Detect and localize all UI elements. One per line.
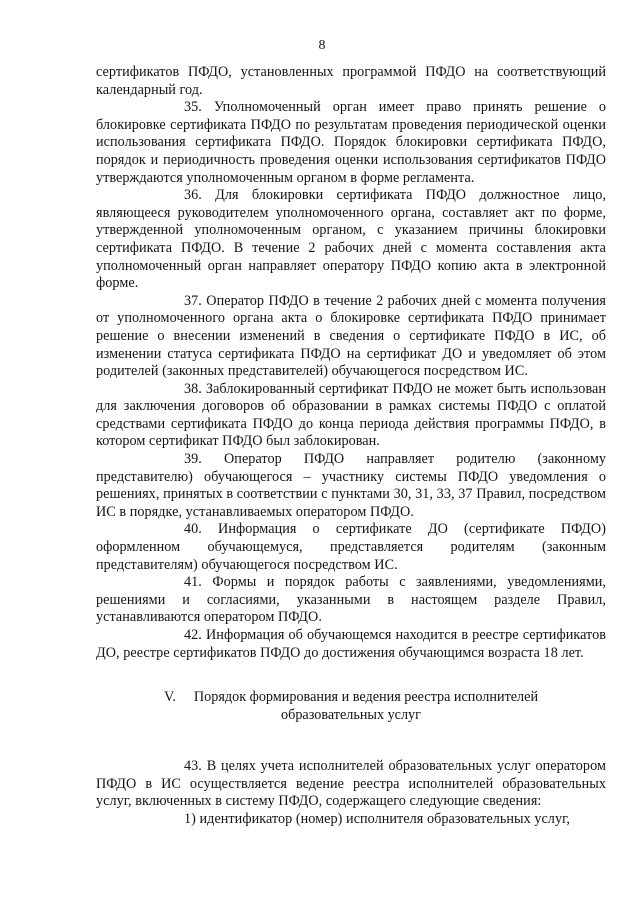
paragraph-text: сертификатов ПФДО, установленных программой ПФДО на соответствующий календарный год. <box>96 64 606 98</box>
section-number: V. <box>163 689 176 706</box>
paragraph-text: Заблокированный сертификат ПФДО не может быть использован для заключения договоров об образовании в рамках системы ПФДО с оплатой средствами сертификата ПФДО до конца периода действия программы ПФДО, в котором сертификат ПФДО был заблокирован. <box>96 380 606 450</box>
section-heading <box>96 688 606 724</box>
paragraph-number: 43. <box>184 758 202 775</box>
paragraph-number: 38. <box>184 380 202 397</box>
paragraph-text: В целях учета исполнителей образовательных услуг оператором ПФДО в ИС осуществляется ведение реестра исполнителей образовательных услуг, включенных в систему ПФДО, содержащего следующие сведения: <box>96 758 606 810</box>
paragraph-number: 39. <box>184 451 202 468</box>
paragraph <box>96 381 606 451</box>
paragraph-number: 41. <box>184 574 202 591</box>
paragraph <box>96 627 606 662</box>
paragraph-text: Формы и порядок работы с заявлениями, уведомлениями, решениями и согласиями, указанными в настоящем разделе Правил, устанавливаются оператором ПФДО. <box>96 574 606 626</box>
paragraph <box>96 758 606 811</box>
paragraph-number: 36. <box>184 187 202 204</box>
paragraph <box>96 293 606 381</box>
paragraph-number: 35. <box>184 99 202 116</box>
paragraph-text: Информация о сертификате ДО (сертификате ПФДО) оформленном обучающемуся, представляется родителям (законным представителям) обучающегося посредством ИС. <box>96 521 606 573</box>
section-title-line2: образовательных услуг <box>281 707 421 724</box>
paragraph-number: 37. <box>184 292 202 309</box>
page-number: 8 <box>318 38 326 53</box>
paragraph-number: 42. <box>184 627 202 643</box>
section-title-line1: Порядок формирования и ведения реестра исполнителей <box>193 689 539 706</box>
paragraph-text: идентификатор (номер) исполнителя образовательных услуг, <box>199 810 570 827</box>
paragraph-text: Информация об обучающемся находится в реестре сертификатов ДО, реестре сертификатов ПФДО до достижения обучающимся возраста 18 лет. <box>96 627 607 661</box>
paragraph-number: 1) <box>184 810 196 827</box>
paragraph-number: 40. <box>184 521 202 538</box>
paragraph <box>96 187 606 293</box>
paragraph <box>96 64 606 99</box>
paragraph-text: Для блокировки сертификата ПФДО должностное лицо, являющееся руководителем уполномоченного органа, составляет акт по форме, утвержденной уполномоченным органом, с указанием причины блокировки сертификата ПФДО. В течение 2 рабочих дней с момента составления акта уполномоченный орган направляет оператору ПФДО копию акта в электронной форме. <box>96 187 606 292</box>
paragraph <box>96 574 606 627</box>
paragraph <box>96 811 606 829</box>
paragraphs-block <box>96 64 606 662</box>
paragraph-text: Уполномоченный орган имеет право принять решение о блокировке сертификата ПФДО по результатам проведения периодической оценки использования сертификата ПФДО. Порядок блокировки сертификата ПФДО, порядок и периодичность проведения оценки использования сертификатов ПФДО утверждаются уполномоченным органом в форме регламента. <box>96 99 606 186</box>
paragraph-text: Оператор ПФДО в течение 2 рабочих дней с момента получения от уполномоченного органа акта о блокировке сертификата ПФДО принимает решение о внесении изменений в сведения о сертификате ПФДО в ИС, об изменении статуса сертификата ПФДО на сертификат ДО и уведомляет об этом родителей (законных представителей) обучающегося посредством ИС. <box>96 292 606 380</box>
paragraph-text: Оператор ПФДО направляет родителю (законному представителю) обучающегося – участнику системы ПФДО уведомления о решениях, принятых в соответствии с пунктами 30, 31, 33, 37 Правил, посредством ИС в порядке, устанавливаемых оператором ПФДО. <box>96 451 606 520</box>
paragraph <box>96 99 606 187</box>
paragraphs-after-block <box>96 758 606 828</box>
paragraph <box>96 451 606 521</box>
paragraph <box>96 521 606 574</box>
